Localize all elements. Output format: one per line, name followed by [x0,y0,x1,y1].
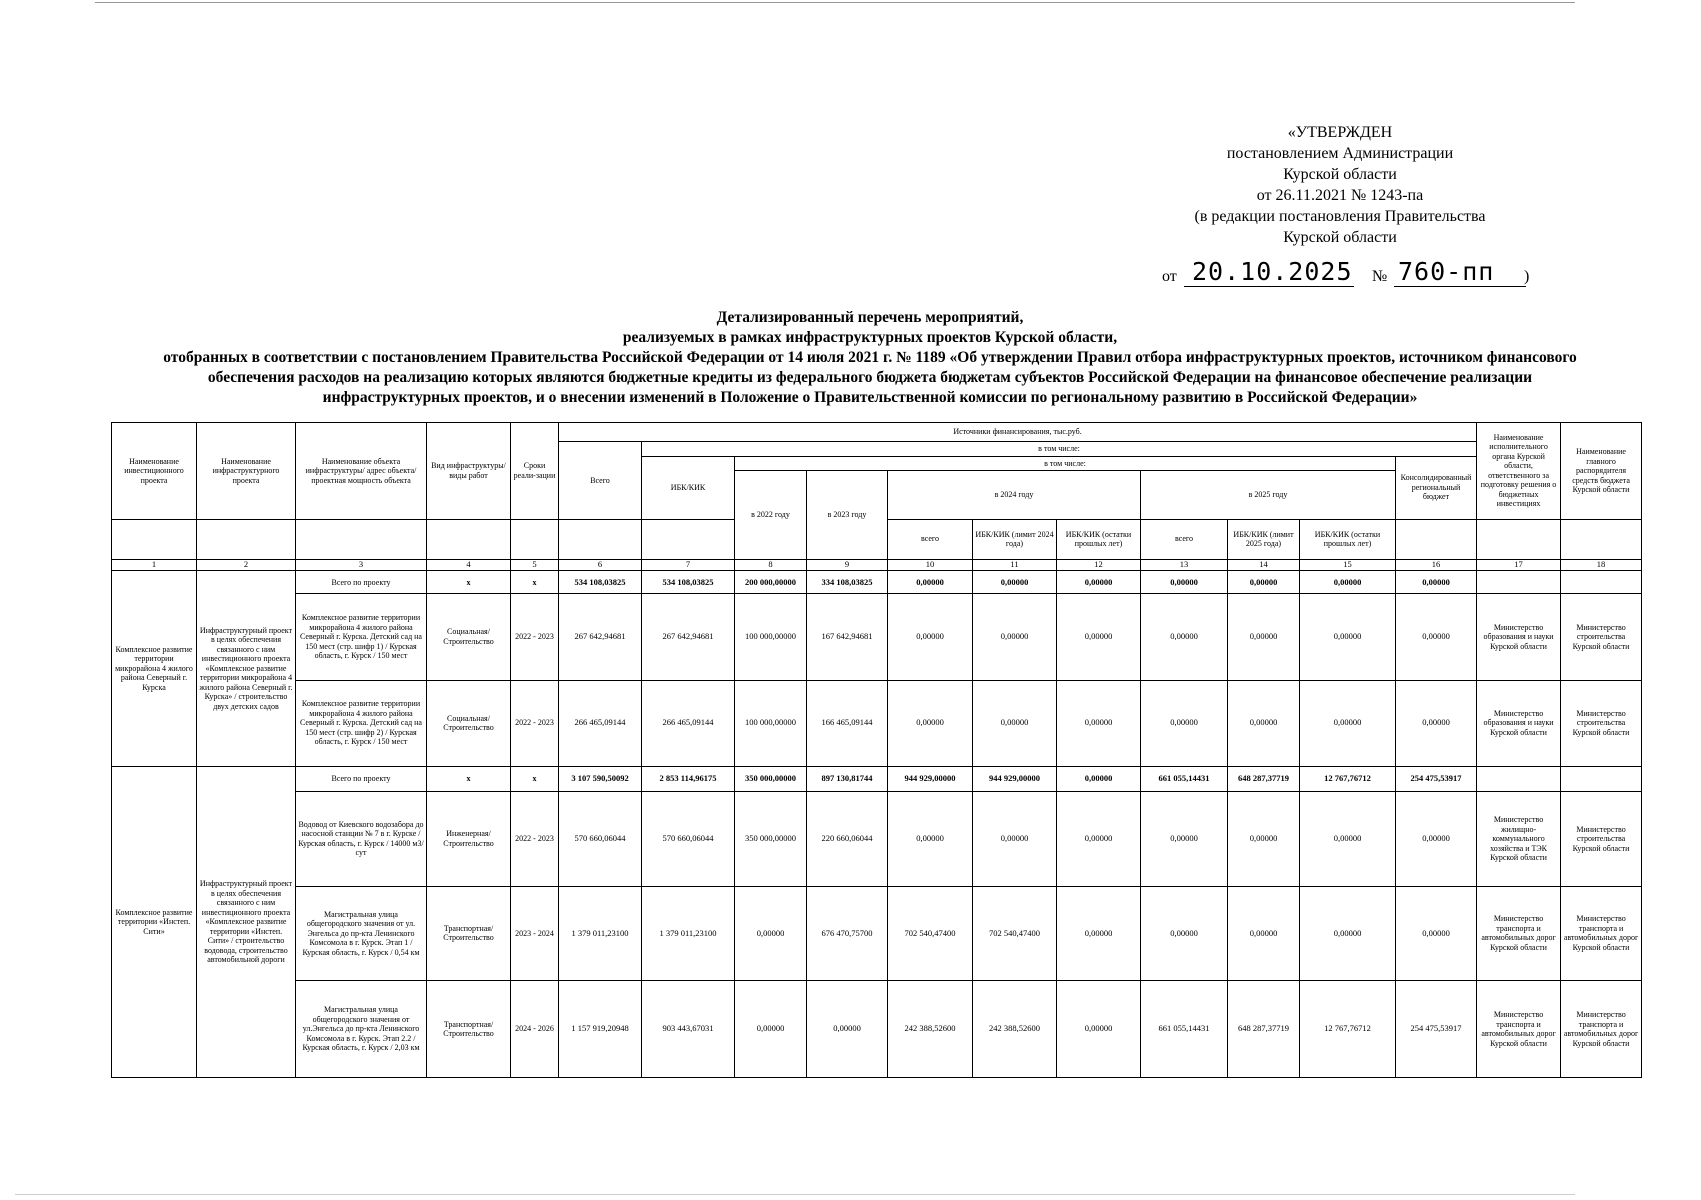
value-cell: 661 055,14431 [1141,981,1228,1078]
header-2025-ibk-limit: ИБК/КИК (лимит 2025 года) [1228,519,1300,559]
value-cell: 350 000,00000 [735,791,807,886]
value-cell: 0,00000 [735,886,807,981]
work-type-cell: Транспортная/ Строительство [427,981,511,1078]
revision-reference [1162,256,1534,290]
total-value: 0,00000 [1300,571,1396,594]
value-cell: 0,00000 [1057,594,1141,680]
header-y2024: в 2024 году [888,471,1141,519]
work-type-cell: Социальная/ Строительство [427,594,511,680]
value-cell: 267 642,94681 [642,594,735,680]
heading-line: реализуемых в рамках инфраструктурных проектов Курской области, [622,329,1118,346]
ref-date: 20.10.2025 [1192,257,1353,286]
column-number: 3 [296,559,427,571]
header-investment-project: Наименование инвестиционного проекта [112,423,197,520]
value-cell: 1 157 919,20948 [559,981,642,1078]
project-total-row [112,571,1642,594]
total-value: 12 767,76712 [1300,766,1396,791]
object-cell: Комплексное развитие территории микрорайона 4 жилого района Северный г. Курска. Детский сад на 150 мест (стр. шифр 1) / Курская область, г. Курск / 150 мест [296,594,427,680]
header-including: в том числе: [642,441,1477,456]
distributor-cell: Министерство транспорта и автомобильных дорог Курской области [1561,981,1642,1078]
column-number: 8 [735,559,807,571]
value-cell: 676 470,75700 [807,886,888,981]
table-row [112,791,1642,886]
header-col-2-filler [197,519,296,559]
measures-table [111,422,1642,1078]
total-value: 0,00000 [1228,571,1300,594]
document-heading [110,308,1630,408]
page-top-rule [95,2,1575,3]
header-col-3-filler [296,519,427,559]
approval-line: Курской области [1283,229,1397,246]
header-distributor: Наименование главного распорядителя средств бюджета Курской области [1561,423,1642,520]
header-y2023: в 2023 году [807,471,888,559]
total-value: 200 000,00000 [735,571,807,594]
value-cell: 0,00000 [888,594,973,680]
total-value: 944 929,00000 [888,766,973,791]
column-number: 1 [112,559,197,571]
object-cell: Водовод от Киевского водозабора до насосной станции № 7 в г. Курске / Курская область, г. Курск / 14000 м3/сут [296,791,427,886]
total-value: 944 929,00000 [973,766,1057,791]
value-cell: 0,00000 [1300,791,1396,886]
total-value: 254 475,53917 [1396,766,1477,791]
value-cell: 0,00000 [1141,680,1228,766]
executive-cell: Министерство образования и науки Курской области [1477,594,1561,680]
work-type-cell: Транспортная/ Строительство [427,886,511,981]
value-cell: 167 642,94681 [807,594,888,680]
header-y2025: в 2025 году [1141,471,1396,519]
work-type-cell: Социальная/ Строительство [427,680,511,766]
column-number: 7 [642,559,735,571]
value-cell: 266 465,09144 [642,680,735,766]
total-label: Всего по проекту [296,571,427,594]
total-value: 2 853 114,96175 [642,766,735,791]
column-number: 4 [427,559,511,571]
investment-project-cell: Комплексное развитие территории микрорайона 4 жилого района Северный г. Курска [112,571,197,767]
total-value: 897 130,81744 [807,766,888,791]
header-col-4-filler [427,519,511,559]
heading-line: Детализированный перечень мероприятий, [716,309,1024,326]
period-cell: 2024 - 2026 [511,981,559,1078]
column-number: 16 [1396,559,1477,571]
column-number: 18 [1561,559,1642,571]
header-period: Сроки реали-зации [511,423,559,520]
value-cell: 220 660,06044 [807,791,888,886]
value-cell: 0,00000 [1141,791,1228,886]
work-type-cell: Инженерная/ Строительство [427,791,511,886]
total-value: 0,00000 [1057,571,1141,594]
column-number: 10 [888,559,973,571]
column-number-row [112,559,1642,571]
column-number: 12 [1057,559,1141,571]
total-work-type: x [427,766,511,791]
value-cell: 0,00000 [1057,680,1141,766]
value-cell: 0,00000 [1228,791,1300,886]
total-period: x [511,571,559,594]
heading-line: инфраструктурных проектов, и о внесении изменений в Положение о Правительственной комиссии по региональному развитию в Российской Федерации» [322,389,1418,406]
value-cell: 0,00000 [1057,886,1141,981]
value-cell: 100 000,00000 [735,680,807,766]
infra-project-cell: Инфраструктурный проект в целях обеспечения связанного с ним инвестиционного проекта «Комплексное развитие территории «Инстеп. Сити» / строительство водовода, строительство автомобильной дороги [197,766,296,1077]
total-distributor [1561,766,1642,791]
column-number: 14 [1228,559,1300,571]
header-including-2: в том числе: [735,456,1396,471]
approval-line: (в редакции постановления Правительства [1194,208,1486,225]
column-number: 11 [973,559,1057,571]
distributor-cell: Министерство транспорта и автомобильных дорог Курской области [1561,886,1642,981]
period-cell: 2022 - 2023 [511,680,559,766]
total-executive [1477,571,1561,594]
heading-line: обеспечения расходов на реализацию которых являются бюджетные кредиты из федерального бюджета бюджетам субъектов Российской Федерации на финансовое обеспечение реализации [207,369,1533,386]
approval-line: постановлением Администрации [1226,145,1454,162]
table-row [112,981,1642,1078]
value-cell: 242 388,52600 [973,981,1057,1078]
header-col-17-filler [1477,519,1561,559]
ref-number: 760-пп [1398,257,1495,286]
ref-number-underline [1394,286,1526,287]
value-cell: 0,00000 [1396,680,1477,766]
infra-project-cell: Инфраструктурный проект в целях обеспечения связанного с ним инвестиционного проекта «Комплексное развитие территории микрорайона 4 жилого района Северный г. Курска» / строительство двух детских садов [197,571,296,767]
value-cell: 0,00000 [1396,886,1477,981]
total-value: 334 108,03825 [807,571,888,594]
column-number: 13 [1141,559,1228,571]
total-value: 661 055,14431 [1141,766,1228,791]
total-value: 0,00000 [1141,571,1228,594]
distributor-cell: Министерство строительства Курской области [1561,791,1642,886]
header-executive: Наименование исполнительного органа Курской области, ответственного за подготовку решения о бюджетных инвестициях [1477,423,1561,520]
header-col-6-filler [559,519,642,559]
value-cell: 0,00000 [973,680,1057,766]
value-cell: 0,00000 [1300,594,1396,680]
header-col-18-filler [1561,519,1642,559]
value-cell: 0,00000 [1057,791,1141,886]
distributor-cell: Министерство строительства Курской области [1561,594,1642,680]
header-object: Наименование объекта инфраструктуры/ адрес объекта/ проектная мощность объекта [296,423,427,520]
table-row [112,594,1642,680]
value-cell: 0,00000 [1141,594,1228,680]
period-cell: 2023 - 2024 [511,886,559,981]
value-cell: 1 379 011,23100 [642,886,735,981]
value-cell: 0,00000 [735,981,807,1078]
ref-from-label: от [1162,268,1177,285]
total-value: 534 108,03825 [642,571,735,594]
value-cell: 570 660,06044 [559,791,642,886]
heading-line: отобранных в соответствии с постановлением Правительства Российской Федерации от 14 июля 2021 г. № 1189 «Об утверждении Правил отбора инфраструктурных проектов, источником финансового [163,349,1577,366]
object-cell: Комплексное развитие территории микрорайона 4 жилого района Северный г. Курска. Детский сад на 150 мест (стр. шифр 2) / Курская область, г. Курск / 150 мест [296,680,427,766]
total-value: 648 287,37719 [1228,766,1300,791]
value-cell: 0,00000 [1141,886,1228,981]
header-infra-project: Наименование инфраструктурного проекта [197,423,296,520]
column-number: 9 [807,559,888,571]
ref-no-label: № [1372,268,1388,285]
header-col-16-filler [1396,519,1477,559]
approval-line: от 26.11.2021 № 1243-па [1256,187,1424,204]
value-cell: 0,00000 [973,594,1057,680]
total-value: 350 000,00000 [735,766,807,791]
header-2024-ibk-remainder: ИБК/КИК (остатки прошлых лет) [1057,519,1141,559]
total-work-type: x [427,571,511,594]
total-label: Всего по проекту [296,766,427,791]
ref-close-paren: ) [1524,268,1530,285]
total-executive [1477,766,1561,791]
value-cell: 903 443,67031 [642,981,735,1078]
header-work-type: Вид инфраструктуры/ виды работ [427,423,511,520]
executive-cell: Министерство образования и науки Курской области [1477,680,1561,766]
total-distributor [1561,571,1642,594]
executive-cell: Министерство транспорта и автомобильных дорог Курской области [1477,981,1561,1078]
value-cell: 0,00000 [888,791,973,886]
value-cell: 702 540,47400 [888,886,973,981]
value-cell: 254 475,53917 [1396,981,1477,1078]
value-cell: 166 465,09144 [807,680,888,766]
value-cell: 0,00000 [1228,886,1300,981]
header-total: Всего [559,441,642,519]
value-cell: 0,00000 [973,791,1057,886]
period-cell: 2022 - 2023 [511,791,559,886]
header-2024-ibk-limit: ИБК/КИК (лимит 2024 года) [973,519,1057,559]
header-ibk: ИБК/КИК [642,456,735,519]
column-number: 5 [511,559,559,571]
value-cell: 0,00000 [1396,594,1477,680]
table-row [112,680,1642,766]
header-consolidated: Консолидированный региональный бюджет [1396,456,1477,519]
value-cell: 266 465,09144 [559,680,642,766]
project-total-row [112,766,1642,791]
header-2024-total: всего [888,519,973,559]
total-value: 0,00000 [973,571,1057,594]
value-cell: 12 767,76712 [1300,981,1396,1078]
executive-cell: Министерство жилищно-коммунального хозяйства и ТЭК Курской области [1477,791,1561,886]
executive-cell: Министерство транспорта и автомобильных дорог Курской области [1477,886,1561,981]
approval-line: Курской области [1283,166,1397,183]
value-cell: 242 388,52600 [888,981,973,1078]
value-cell: 570 660,06044 [642,791,735,886]
value-cell: 702 540,47400 [973,886,1057,981]
total-value: 534 108,03825 [559,571,642,594]
header-y2022: в 2022 году [735,471,807,559]
header-funding-sources: Источники финансирования, тыс.руб. [559,423,1477,442]
investment-project-cell: Комплексное развитие территории «Инстеп. Сити» [112,766,197,1077]
header-2025-total: всего [1141,519,1228,559]
column-number: 2 [197,559,296,571]
value-cell: 0,00000 [1057,981,1141,1078]
distributor-cell: Министерство строительства Курской области [1561,680,1642,766]
value-cell: 0,00000 [1396,791,1477,886]
value-cell: 0,00000 [1300,886,1396,981]
column-number: 17 [1477,559,1561,571]
column-number: 15 [1300,559,1396,571]
total-value: 3 107 590,50092 [559,766,642,791]
value-cell: 1 379 011,23100 [559,886,642,981]
value-cell: 0,00000 [1300,680,1396,766]
column-number: 6 [559,559,642,571]
header-col-5-filler [511,519,559,559]
value-cell: 0,00000 [888,680,973,766]
value-cell: 100 000,00000 [735,594,807,680]
object-cell: Магистральная улица общегородского значения от ул.Энгельса до пр-кта Ленинского Комсомола в г. Курск. Этап 2.2 / Курская область, г. Курск / 2,03 км [296,981,427,1078]
approval-line: «УТВЕРЖДЕН [1287,124,1393,141]
scan-bottom-artifact [15,1194,1575,1195]
approval-stamp [1150,122,1530,248]
value-cell: 267 642,94681 [559,594,642,680]
value-cell: 0,00000 [1228,594,1300,680]
table-row [112,886,1642,981]
total-value: 0,00000 [888,571,973,594]
header-col-7-filler [642,519,735,559]
header-col-1-filler [112,519,197,559]
total-period: x [511,766,559,791]
header-2025-ibk-remainder: ИБК/КИК (остатки прошлых лет) [1300,519,1396,559]
value-cell: 0,00000 [807,981,888,1078]
ref-date-underline [1184,286,1354,287]
value-cell: 648 287,37719 [1228,981,1300,1078]
period-cell: 2022 - 2023 [511,594,559,680]
value-cell: 0,00000 [1228,680,1300,766]
header-row [112,423,1642,442]
total-value: 0,00000 [1396,571,1477,594]
total-value: 0,00000 [1057,766,1141,791]
object-cell: Магистральная улица общегородского значения от ул. Энгельса до пр-кта Ленинского Комсомола в г. Курск. Этап 1 / Курская область, г. Курск / 0,54 км [296,886,427,981]
